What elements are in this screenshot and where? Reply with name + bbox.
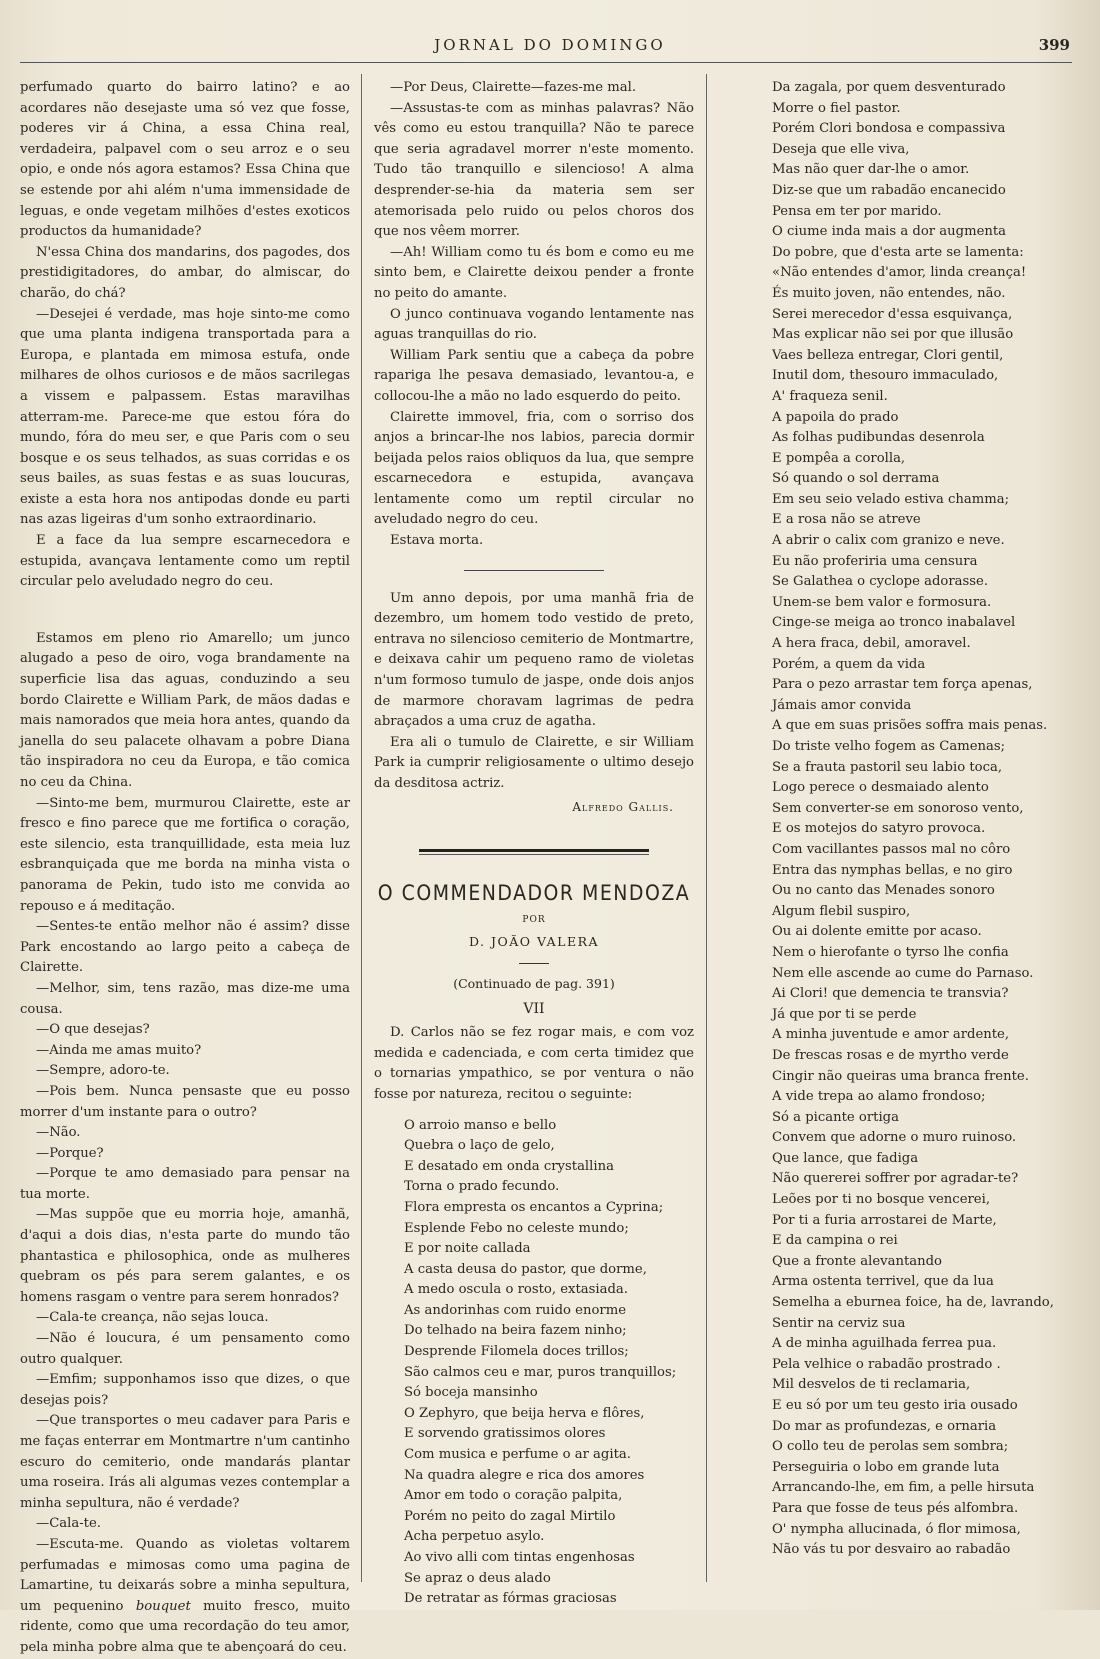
verse-line: Com musica e perfume o ar agita. (404, 1447, 631, 1463)
verse-line: Para que fosse de teus pés alfombra. (772, 1500, 1019, 1516)
verse-line: Porém no peito do zagal Mirtilo (404, 1508, 616, 1524)
section-gap (20, 593, 350, 629)
verse-line: Ou no canto das Menades sonoro (772, 883, 995, 899)
paragraph: N'essa China dos mandarins, dos pagodes, dos prestidigitadores, do ambar, do almiscar, do charão, do chá? (20, 244, 350, 301)
text-span: muito fresco, muito ridente, como que uma recordação do teu amor, pela minha pobre alma que te abençoará do ceu. (20, 1598, 351, 1655)
paragraph: —Pois bem. Nunca pensaste que eu posso morrer d'um instante para o outro? (20, 1083, 350, 1120)
author-signature: Alfredo Gallis. (572, 799, 674, 814)
verse-line: Só boceja mansinho (404, 1385, 538, 1401)
column-3 (772, 78, 1072, 1561)
verse-line: Arrancando-lhe, em fim, a pelle hirsuta (772, 1480, 1035, 1496)
verse-line: E pompêa a corolla, (772, 450, 906, 466)
verse-line: Se apraz o deus alado (404, 1570, 551, 1586)
verse-line: Ou ai dolente emitte por acaso. (772, 924, 982, 940)
paragraph: Clairette immovel, fria, com o sorriso dos anjos a brincar-lhe nos labios, parecia dormir beijada pelos raios obliquos da lua, que sempre escarnecedora e estupida, avançava lentamente como um reptil circular no aveludado negro do ceu. (374, 409, 694, 528)
verse-line: E desatado em onda crystallina (404, 1158, 614, 1174)
verse-line: Ao vivo alli com tintas engenhosas (404, 1550, 635, 1565)
verse-line: Pensa em ter por marido. (772, 203, 942, 219)
verse-line: A casta deusa do pastor, que dorme, (404, 1261, 647, 1277)
verse-line: Acha perpetuo asylo. (404, 1529, 545, 1545)
verse-line: Diz-se que um rabadão encanecido (772, 182, 1006, 198)
verse-line: Nem o hierofante o tyrso lhe confia (772, 944, 1009, 960)
verse-line: Leões por ti no bosque vencerei, (772, 1192, 991, 1208)
verse-line: Algum flebil suspiro, (772, 903, 911, 919)
verse-line: Para o pezo arrastar tem força apenas, (772, 677, 1033, 693)
verse-line: A medo oscula o rosto, extasiada. (404, 1282, 628, 1298)
verse-line: A vide trepa ao alamo frondoso; (772, 1089, 986, 1105)
verse-line: A' fraqueza senil. (772, 388, 888, 404)
verse-line: Porém, a quem da vida (772, 656, 926, 672)
poem-continued (772, 78, 1072, 1561)
verse-line: O collo teu de perolas sem sombra; (772, 1439, 1009, 1455)
paragraph: Estamos em pleno rio Amarello; um junco alugado a peso de oiro, voga brandamente na superficie lisa das aguas, conduzindo a seu bordo Clairette e William Park, de mãos dadas e mais namorados que meia hora antes, quando da janella do seu palacete olhavam a pobre Diana tão inspiradora no ceu da Europa, e tão comica no ceu da China. (20, 630, 350, 790)
verse-line: Porém Clori bondosa e compassiva (772, 121, 1006, 137)
paragraph: —Cala-te creança, não sejas louca. (36, 1310, 269, 1326)
verse-line: Deseja que elle viva, (772, 141, 910, 157)
paragraph: —Porque te amo demasiado para pensar na tua morte. (20, 1166, 350, 1202)
article-author: D. JOÃO VALERA (468, 934, 600, 950)
verse-line: Do pobre, que d'esta arte se lamenta: (772, 244, 1024, 260)
verse-line: Do telhado na beira fazem ninho; (404, 1323, 627, 1339)
paragraph: —Sentes-te então melhor não é assim? disse Park encostando ao largo peito a cabeça de Clairette. (20, 919, 350, 976)
verse-line: A abrir o calix com granizo e neve. (772, 533, 1005, 549)
verse-line: Só quando o sol derrama (772, 471, 940, 487)
verse-line: Desprende Filomela doces trillos; (404, 1344, 629, 1360)
column-divider-2 (706, 74, 707, 1582)
verse-line: E sorvendo gratissimos olores (404, 1426, 606, 1442)
verse-line: Sem converter-se em sonoroso vento, (772, 800, 1024, 816)
verse-line: Vaes belleza entregar, Clori gentil, (772, 347, 1004, 363)
verse-line: De retratar as fórmas graciosas (404, 1591, 617, 1607)
paragraph: —Desejei é verdade, mas hoje sinto-me como que uma planta indigena transportada para a Europa, e plantada em mimosa estufa, onde milhares de olhos curiosos e de mãos sacrilegas a vissem e palpassem. Estas maravilhas atterram-me. Parece-me que estou fóra do mundo, fóra do meu ser, e que Paris com o seu bosque e os seus telhados, as suas corridas e os seus bailes, as suas festas e as suas loucuras, existe a esta hora nos antipodas donde eu parti nas azas ligeiras d'um sonho extraordinario. (20, 306, 350, 528)
verse-line: Esplende Febo no celeste mundo; (404, 1220, 629, 1236)
verse-line: São calmos ceu e mar, puros tranquillos; (404, 1364, 677, 1380)
paragraph: Era ali o tumulo de Clairette, e sir William Park ia cumprir religiosamente o ultimo desejo da desditosa actriz. (374, 734, 694, 791)
verse-line: E por noite callada (404, 1241, 531, 1257)
verse-line: Por ti a furia arrostarei de Marte, (772, 1212, 997, 1228)
verse-line: E os motejos do satyro provoca. (772, 821, 986, 837)
page-header (0, 36, 1100, 60)
paragraph: —Sempre, adoro-te. (36, 1063, 170, 1079)
verse-line: Só a picante ortiga (772, 1109, 899, 1125)
verse-line: Não quererei soffrer por agradar-te? (772, 1171, 1019, 1187)
verse-line: «Não entendes d'amor, linda creança! (772, 265, 1027, 281)
chapter-number: VII (523, 1000, 545, 1017)
paragraph: —Assustas-te com as minhas palavras? Não vês como eu estou tranquilla? Não te parece que seria agradavel morrer n'este momento. Tudo tão tranquillo e silencioso! A alma desprender-se-hia da materia sem ser atemorisada pelo ruido ou pelos choros dos que nos vêem morrer. (374, 100, 694, 240)
verse-line: Serei merecedor d'essa esquivança, (772, 306, 1013, 322)
verse-line: Do triste velho fogem as Camenas; (772, 739, 1006, 754)
verse-line: Perseguiria o lobo em grande luta (772, 1459, 1000, 1475)
paragraph: —O que desejas? (36, 1022, 150, 1038)
paragraph (20, 1535, 350, 1659)
verse-line: Mas explicar não sei por que illusão (772, 327, 1014, 343)
paragraph: —Emfim; supponhamos isso que dizes, o que desejas pois? (20, 1372, 350, 1408)
verse-line: E da campina o rei (772, 1233, 898, 1249)
verse-line: Do mar as profundezas, e ornaria (772, 1418, 997, 1434)
paragraph: —Não é loucura, é um pensamento como outro qualquer. (20, 1331, 350, 1367)
paragraph: —Mas suppõe que eu morria hoje, amanhã, d'aqui a dois dias, n'esta parte do mundo tão phantastica e philosophica, onde as mulheres quebram os pés para serem galantes, e os homens rasgam o ventre para serem honrados? (20, 1207, 350, 1305)
verse-line: Em seu seio velado estiva chamma; (772, 491, 1010, 507)
verse-line: De frescas rosas e de myrtho verde (772, 1047, 1009, 1063)
verse-line: Amor em todo o coração palpita, (404, 1488, 623, 1504)
verse-line: Convem que adorne o muro ruinoso. (772, 1130, 1017, 1146)
verse-line: A minha juventude e amor ardente, (772, 1027, 1010, 1043)
paragraph: perfumado quarto do bairro latino? e ao acordares não desejaste uma só vez que fosse, poderes vir á China, a essa China real, verdadeira, palpavel com o seu arroz e o seu opio, e onde nós agora estamos? Essa China que se estende por ahi além n'uma immensidade de leguas, e onde vegetam milhões d'estes exoticos productos da humanidade? (20, 80, 350, 240)
header-rule (20, 62, 1072, 63)
verse-line: O' nympha allucinada, ó flor mimosa, (772, 1521, 1021, 1537)
verse-line: Quebra o laço de gelo, (404, 1138, 555, 1154)
verse-line: Se Galathea o cyclope adorasse. (772, 574, 989, 590)
italic-word: bouquet (135, 1598, 191, 1614)
verse-line: Flora empresta os encantos a Cyprina; (404, 1199, 664, 1215)
verse-line: Mil desvelos de ti reclamaria, (772, 1377, 971, 1393)
paragraph: —Porque? (36, 1145, 104, 1161)
verse-line: Entra das nymphas bellas, e no giro (772, 862, 1013, 878)
article-title: O COMMENDADOR MENDOZA (377, 881, 691, 906)
verse-line: Arma ostenta terrivel, que da lua (772, 1274, 994, 1290)
section-separator (464, 570, 604, 571)
verse-line: As andorinhas com ruido enorme (404, 1302, 627, 1318)
text-span: —Escuta-me. Quando as violetas voltarem perfumadas e mimosas como uma pagina de Lamartine, tu deixarás sobre a minha sepultura, um pequenino (20, 1536, 350, 1614)
continued-note: (Continuado de pag. 391) (453, 975, 615, 991)
verse-line: Com vacillantes passos mal no côro (772, 841, 1011, 857)
verse-line: Não vás tu por desvairo ao rabadão (772, 1542, 1011, 1558)
verse-line: O arroio manso e bello (404, 1117, 557, 1133)
verse-line: Nem elle ascende ao cume do Parnaso. (772, 965, 1034, 981)
verse-line: O ciume inda mais a dor augmenta (772, 224, 1007, 240)
verse-line: Já que por ti se perde (772, 1006, 917, 1022)
verse-line: Que lance, que fadiga (772, 1150, 919, 1166)
verse-line: E eu só por um teu gesto iria ousado (772, 1398, 1018, 1413)
paragraph: D. Carlos não se fez rogar mais, e com voz medida e cadenciada, e com certa timidez que o tornarias ympathico, se por ventura o não fosse por natureza, recitou o seguinte: (374, 1025, 694, 1102)
paragraph: —Que transportes o meu cadaver para Paris e me faças enterrar em Montmartre n'um cantinho escuro do cemiterio, onde mandarás plantar uma roseira. Irás ali algumas vezes contemplar a minha sepultura, não é verdade? (20, 1413, 350, 1511)
verse-line: Logo perece o desmaiado alento (772, 780, 989, 796)
verse-line: Eu não proferiria uma censura (772, 553, 978, 569)
verse-line: O Zephyro, que beija herva e flôres, (404, 1405, 645, 1421)
verse-gap (374, 1106, 694, 1116)
verse-line: A hera fraca, debil, amoravel. (772, 636, 971, 652)
verse-line: Jámais amor convida (772, 697, 912, 713)
column-2 (374, 78, 694, 1610)
short-rule (519, 963, 549, 964)
verse-line: Pela velhice o rabadão prostrado . (772, 1356, 1001, 1372)
paragraph: —Não. (36, 1125, 81, 1141)
paragraph: E a face da lua sempre escarnecedora e estupida, avançava lentamente como um reptil circular pelo aveludado negro do ceu. (20, 533, 350, 590)
verse-line: Ai Clori! que demencia te transvia? (772, 986, 1009, 1002)
verse-line: Semelha a eburnea foice, ha de, lavrando, (772, 1295, 1054, 1311)
paragraph: William Park sentiu que a cabeça da pobre rapariga lhe pesava demasiado, levantou-a, e collocou-lhe a mão no lado esquerdo do peito. (374, 347, 694, 404)
paragraph: —Por Deus, Clairette—fazes-me mal. (390, 80, 637, 95)
paragraph: —Ainda me amas muito? (36, 1042, 202, 1058)
article-separator (419, 849, 649, 855)
verse-line: Mas não quer dar-lhe o amor. (772, 162, 970, 178)
column-divider-1 (361, 74, 362, 1582)
verse-line: És muito joven, não entendes, não. (772, 285, 1006, 301)
paragraph: O junco continuava vogando lentamente nas aguas tranquillas do rio. (374, 306, 694, 343)
paragraph: Um anno depois, por uma manhã fria de dezembro, um homem todo vestido de preto, entrava no silencioso cemiterio de Montmartre, e deixava cahir um pequeno ramo de violetas n'um formoso tumulo de jaspe, onde dois anjos de marmore choravam lagrimas de pedra abraçados a uma cruz de agatha. (374, 590, 694, 730)
verse-line: Na quadra alegre e rica dos amores (404, 1467, 645, 1483)
verse-line: Cinge-se meiga ao tronco inabalavel (772, 615, 1016, 631)
paragraph: —Sinto-me bem, murmurou Clairette, este ar fresco e fino parece que me fortifica o coração, este silencio, esta tranquillidade, esta meia luz esbranquiçada que me borda na minha vista o panorama de Pekin, tudo isto me convida ao repouso e á meditação. (20, 795, 350, 914)
verse-line: As folhas pudibundas desenrola (772, 430, 985, 446)
page-number: 399 (1038, 36, 1070, 54)
verse-line: Da zagala, por quem desventurado (772, 80, 1006, 95)
verse-line: Sentir na cerviz sua (772, 1315, 906, 1331)
poem (374, 1116, 694, 1610)
verse-line: A de minha aguilhada ferrea pua. (772, 1336, 997, 1352)
verse-line: Morre o fiel pastor. (772, 100, 901, 116)
verse-line: Cingir não queiras uma branca frente. (772, 1068, 1029, 1084)
paragraph: Estava morta. (390, 533, 484, 549)
verse-line: Unem-se bem valor e formosura. (772, 594, 992, 610)
verse-line: E a rosa não se atreve (772, 512, 921, 528)
verse-line: Que a fronte alevantando (772, 1253, 942, 1269)
paragraph: —Cala-te. (36, 1516, 101, 1532)
verse-line: A que em suas prisões soffra mais penas. (772, 718, 1048, 734)
verse-line: Se a frauta pastoril seu labio toca, (772, 759, 1003, 775)
column-1 (20, 78, 350, 1659)
paragraph: —Ah! William como tu és bom e como eu me sinto bem, e Clairette deixou pender a fronte no peito do amante. (374, 244, 694, 301)
verse-line: A papoila do prado (772, 409, 899, 425)
verse-line: Torna o prado fecundo. (404, 1179, 560, 1195)
masthead: JORNAL DO DOMINGO (434, 36, 666, 54)
verse-line: Inutil dom, thesouro immaculado, (772, 368, 999, 384)
paragraph: —Melhor, sim, tens razão, mas dize-me uma cousa. (20, 980, 350, 1017)
byline-por: POR (522, 914, 546, 925)
